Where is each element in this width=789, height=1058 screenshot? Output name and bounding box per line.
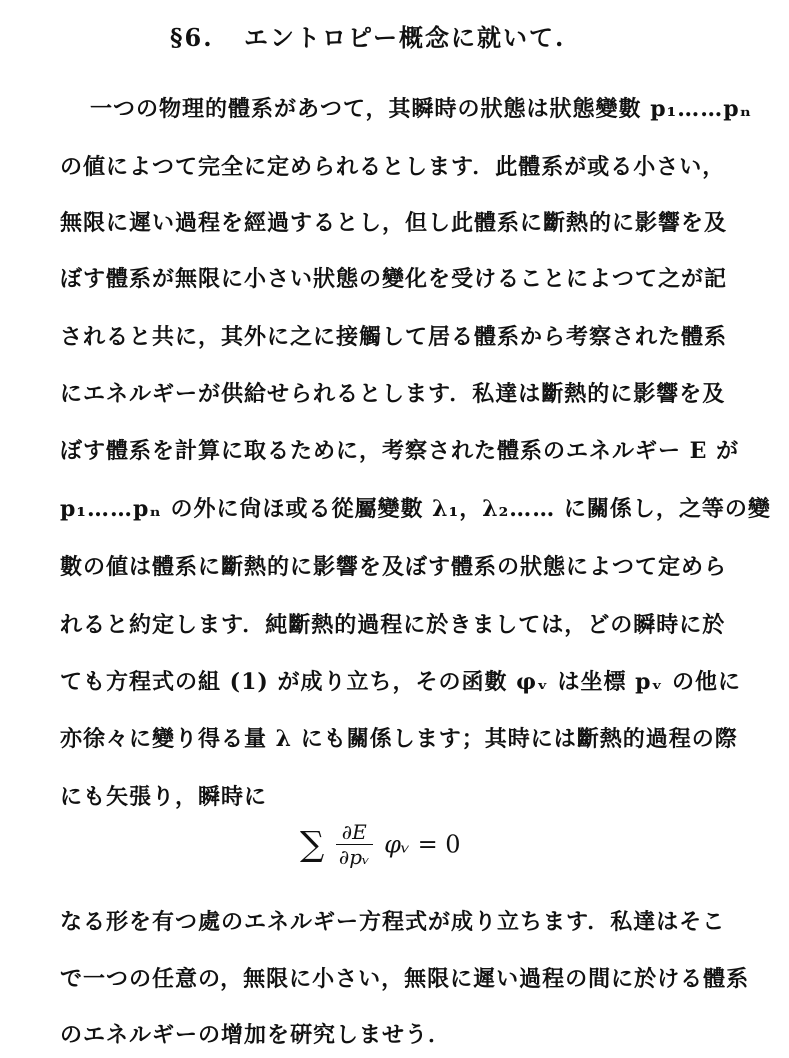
paragraph-line: 亦徐々に變り得る量 λ にも關係します；其時には斷熱的過程の際 xyxy=(60,726,738,752)
paragraph-line: の値によつて完全に定められるとします．此體系が或る小さい， xyxy=(60,154,726,180)
equals-zero: = 0 xyxy=(417,830,461,859)
paragraph-line: で一つの任意の，無限に小さい，無限に遲い過程の間に於ける體系 xyxy=(60,966,750,992)
paragraph-line: れると約定します．純斷熱的過程に於きましては，どの瞬時に於 xyxy=(60,612,726,638)
paragraph-line: されると共に，其外に之に接觸して居る體系から考察された體系 xyxy=(60,324,728,350)
paragraph-line: 一つの物理的體系があつて，其瞬時の狀態は狀態變數 p₁……pₙ xyxy=(90,96,753,122)
partial-fraction xyxy=(336,820,373,869)
fraction-numerator: ∂E xyxy=(336,820,373,845)
phi-term: φᵥ xyxy=(384,830,410,859)
paragraph-line: のエネルギーの增加を硏究しませう． xyxy=(60,1022,452,1048)
paragraph-line: 無限に遲い過程を經過するとし，但し此體系に斷熱的に影響を及 xyxy=(60,210,728,236)
energy-equation xyxy=(300,820,500,890)
summation-symbol: ∑ xyxy=(300,824,325,865)
paragraph-line: ぼす體系を計算に取るために，考察された體系のエネルギー E が xyxy=(60,438,740,464)
paragraph-line: にも矢張り，瞬時に xyxy=(60,784,268,810)
fraction-denominator: ∂pᵥ xyxy=(338,845,370,869)
paragraph-line: ぼす體系が無限に小さい狀態の變化を受けることによつて之が記 xyxy=(60,266,728,292)
section-title: エントロピー概念に就いて. xyxy=(243,23,566,52)
section-number: §6. xyxy=(170,23,214,52)
paragraph-line: にエネルギーが供給せられるとします．私達は斷熱的に影響を及 xyxy=(60,381,726,407)
paragraph-line: ても方程式の組 (1) が成り立ち，その函數 φᵥ は坐標 pᵥ の他に xyxy=(60,669,741,695)
paragraph-line: p₁……pₙ の外に尙ほ或る從屬變數 λ₁，λ₂…… に關係し，之等の變 xyxy=(60,496,771,522)
section-heading xyxy=(170,18,630,58)
paragraph-line: なる形を有つ處のエネルギー方程式が成り立ちます．私達はそこ xyxy=(60,909,726,935)
paragraph-line: 數の値は體系に斷熱的に影響を及ぼす體系の狀態によつて定めら xyxy=(60,554,728,580)
